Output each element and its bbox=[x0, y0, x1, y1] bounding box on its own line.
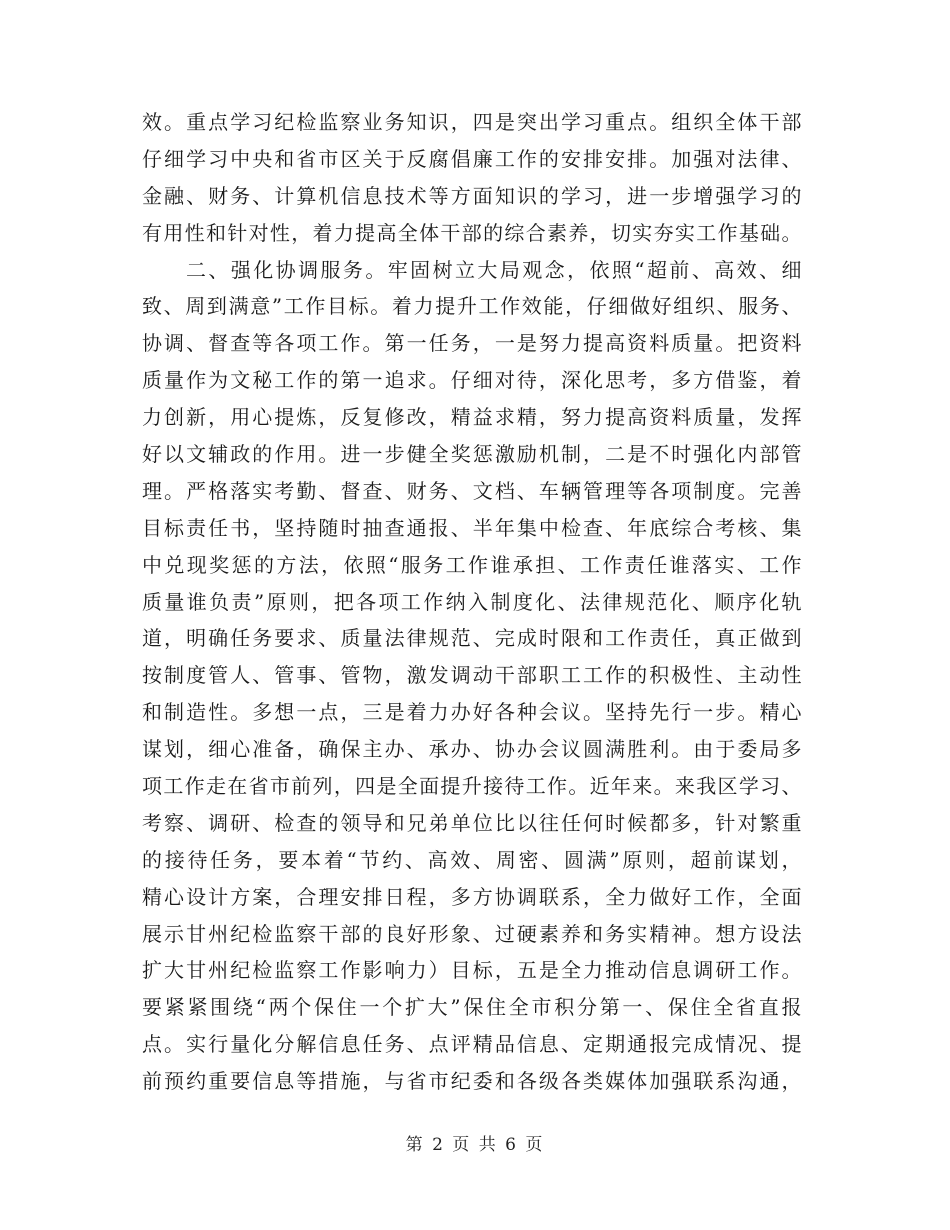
text-line: 要紧紧围绕“两个保住一个扩大”保住全市积分第一、保住全省直报 bbox=[142, 995, 802, 1020]
text-line: 二、强化协调服务。牢固树立大局观念，依照“超前、高效、细 bbox=[186, 257, 802, 282]
text-line: 点。实行量化分解信息任务、点评精品信息、定期通报完成情况、提 bbox=[142, 1032, 802, 1057]
text-line: 力创新，用心提炼，反复修改，精益求精，努力提高资料质量，发挥 bbox=[142, 405, 802, 430]
text-line: 质量谁负责”原则，把各项工作纳入制度化、法律规范化、顺序化轨 bbox=[142, 589, 802, 614]
text-line: 金融、财务、计算机信息技术等方面知识的学习，进一步增强学习的 bbox=[142, 183, 802, 208]
text-line: 效。重点学习纪检监察业务知识，四是突出学习重点。组织全体干部 bbox=[142, 110, 802, 134]
page-footer: 第 2 页 共 6 页 bbox=[405, 1135, 545, 1155]
text-line: 理。严格落实考勤、督查、财务、文档、车辆管理等各项制度。完善 bbox=[142, 478, 802, 503]
text-line: 中兑现奖惩的方法，依照“服务工作谁承担、工作责任谁落实、工作 bbox=[142, 552, 802, 577]
text-line: 考察、调研、检查的领导和兄弟单位比以往任何时候都多，针对繁重 bbox=[142, 810, 802, 835]
text-line: 扩大甘州纪检监察工作影响力）目标，五是全力推动信息调研工作。 bbox=[142, 958, 802, 983]
text-line: 和制造性。多想一点，三是着力办好各种会议。坚持先行一步。精心 bbox=[142, 700, 802, 725]
text-line: 致、周到满意”工作目标。着力提升工作效能，仔细做好组织、服务、 bbox=[142, 294, 802, 319]
text-line: 质量作为文秘工作的第一追求。仔细对待，深化思考，多方借鉴，着 bbox=[142, 368, 802, 393]
body-text bbox=[142, 104, 802, 1100]
text-line: 谋划，细心准备，确保主办、承办、协办会议圆满胜利。由于委局多 bbox=[142, 737, 802, 762]
text-line: 有用性和针对性，着力提高全体干部的综合素养，切实夯实工作基础。 bbox=[142, 220, 802, 245]
text-line: 前预约重要信息等措施，与省市纪委和各级各类媒体加强联系沟通， bbox=[142, 1069, 802, 1094]
text-line: 协调、督查等各项工作。第一任务，一是努力提高资料质量。把资料 bbox=[142, 331, 802, 356]
text-line: 仔细学习中央和省市区关于反腐倡廉工作的安排安排。加强对法律、 bbox=[142, 146, 802, 171]
text-line: 按制度管人、管事、管物，激发调动干部职工工作的积极性、主动性 bbox=[142, 663, 802, 688]
text-line: 好以文辅政的作用。进一步健全奖惩激励机制，二是不时强化内部管 bbox=[142, 442, 802, 467]
text-line: 道，明确任务要求、质量法律规范、完成时限和工作责任，真正做到 bbox=[142, 626, 802, 651]
text-line: 精心设计方案，合理安排日程，多方协调联系，全力做好工作，全面 bbox=[142, 884, 802, 909]
text-line: 的接待任务，要本着“节约、高效、周密、圆满”原则，超前谋划， bbox=[142, 847, 802, 872]
text-line: 展示甘州纪检监察干部的良好形象、过硬素养和务实精神。想方设法 bbox=[142, 921, 802, 946]
text-line: 目标责任书，坚持随时抽查通报、半年集中检查、年底综合考核、集 bbox=[142, 515, 802, 540]
text-line: 项工作走在省市前列，四是全面提升接待工作。近年来。来我区学习、 bbox=[142, 774, 802, 799]
